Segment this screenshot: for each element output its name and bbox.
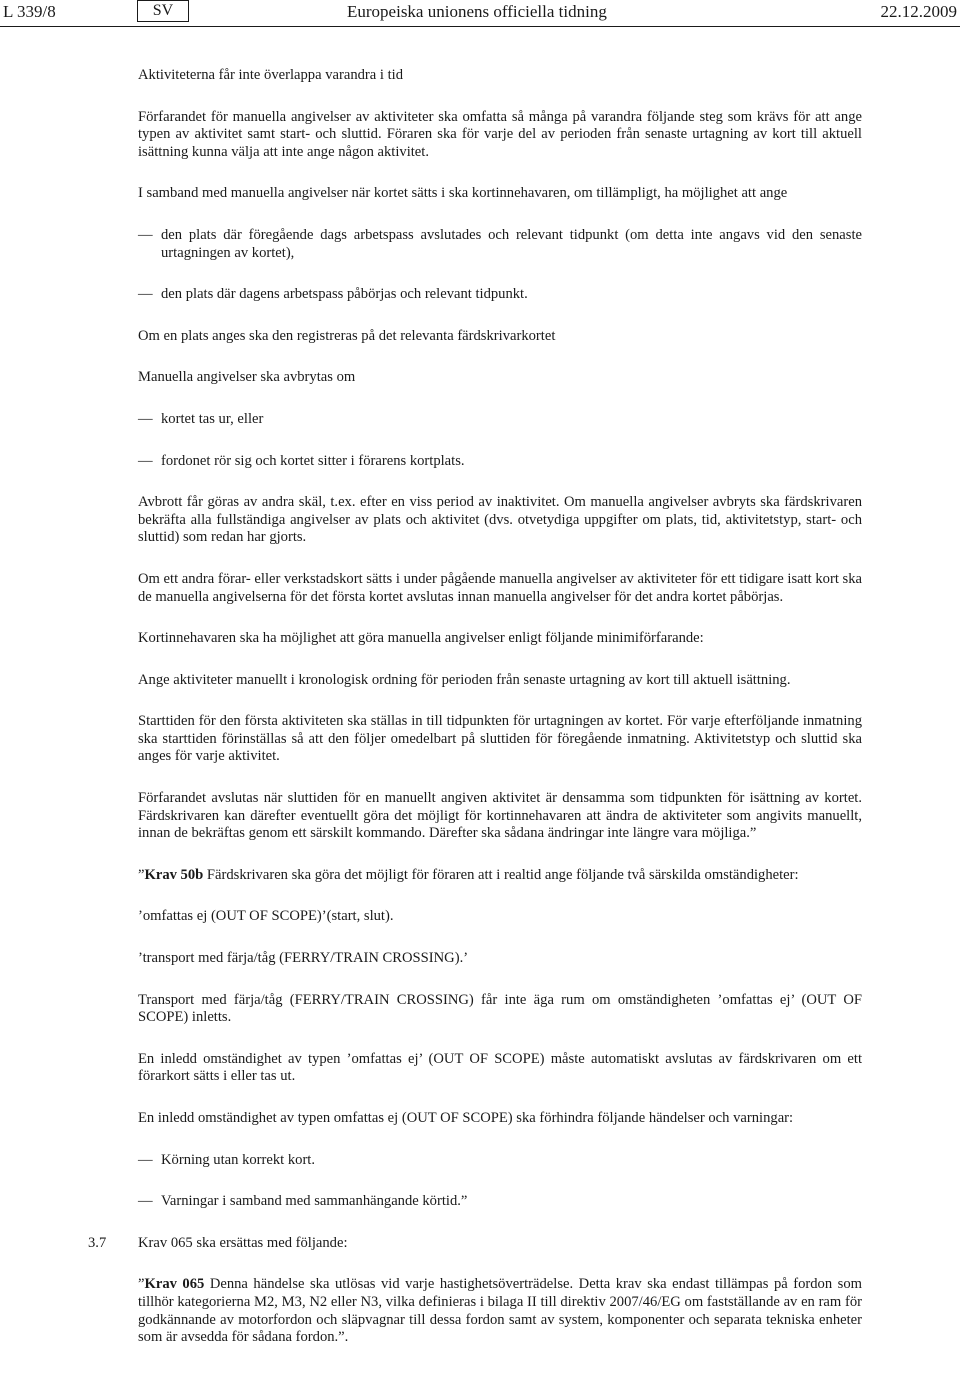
document-body [88, 67, 862, 1371]
paragraph: En inledd omständighet av typen omfattas ej (OUT OF SCOPE) ska förhindra följande händelser och varningar: [138, 1110, 794, 1126]
dash-item-text: Körning utan korrekt kort. [161, 1151, 316, 1168]
language-box: SV [137, 0, 189, 22]
paragraph: Avbrott får göras av andra skäl, t.ex. efter en viss period av inaktivitet. Om manuella angivelser avbryts ska färdskrivaren bekräfta alla fullständiga angivelser av plats och aktivitet (dvs. otvetydiga uppgifter om plats, tid, aktivitetstyp, start- och sluttid) som redan har gjorts. [138, 494, 862, 546]
dash-marker: — [138, 1193, 153, 1210]
open-quote: ” [138, 1276, 145, 1293]
paragraph: I samband med manuella angivelser när kortet sätts i ska kortinnehavaren, om tillämpligt, ha möjlighet att ange [138, 185, 788, 202]
paragraph: ’transport med färja/tåg (FERRY/TRAIN CROSSING).’ [138, 950, 469, 967]
journal-title: Europeiska unionens officiella tidning [347, 2, 607, 21]
requirement-id: Krav 50b [144, 866, 204, 883]
publication-date: 22.12.2009 [880, 2, 957, 21]
paragraph: Starttiden för den första aktiviteten ska ställas in till tidpunkten för urtagningen av kortet. För varje efterföljande inmatning ska starttiden förinställas så att den följer omedelbart på sluttiden för föregående inmatning. Aktivitetstyp och sluttid ska anges för varje aktivitet. [138, 713, 862, 765]
requirement-paragraph [138, 867, 862, 885]
requirement-id: Krav 065 [144, 1276, 205, 1293]
paragraph: Förfarandet avslutas när sluttiden för en manuellt angiven aktivitet är densamma som tidpunkten för isättning av kortet. Färdskrivaren kan därefter eventuellt göra det möjligt för kortinnehavaren att ändra de aktiviteter som angivits manuellt, innan de bekräftas genom ett särskilt kommando. Därefter ska sådana ändringar inte längre vara möjliga.” [138, 790, 862, 842]
dash-item [138, 411, 862, 429]
dash-item-text: den plats där dagens arbetspass påbörjas och relevant tidpunkt. [161, 286, 528, 303]
paragraph: Transport med färja/tåg (FERRY/TRAIN CROSSING) får inte äga rum om omständigheten ’omfattas ej’ (OUT OF SCOPE) inletts. [138, 991, 862, 1026]
dash-item-text: den plats där föregående dags arbetspass avslutades och relevant tidpunkt (om detta inte angavs vid den senaste urtagningen av kortet), [161, 226, 862, 261]
open-quote: ” [138, 866, 145, 883]
header-rule [0, 26, 960, 27]
paragraph: ’omfattas ej (OUT OF SCOPE)’(start, slut). [138, 908, 394, 925]
item-number: 3.7 [88, 1234, 107, 1251]
paragraph: Manuella angivelser ska avbrytas om [138, 369, 356, 386]
dash-item [138, 1152, 862, 1170]
dash-marker: — [138, 410, 153, 427]
dash-item [138, 453, 862, 471]
paragraph: En inledd omständighet av typen ’omfattas ej’ (OUT OF SCOPE) måste automatiskt avslutas av färdskrivaren om ett förarkort sätts i eller tas ut. [138, 1050, 862, 1085]
dash-marker: — [138, 226, 153, 243]
paragraph: Kortinnehavaren ska ha möjlighet att göra manuella angivelser enligt följande minimiförfarande: [138, 630, 704, 647]
dash-marker: — [138, 1151, 153, 1168]
numbered-item [88, 1234, 862, 1253]
page-reference: L 339/8 [3, 2, 56, 21]
paragraph: Aktiviteterna får inte överlappa varandra i tid [138, 67, 404, 83]
paragraph: Ange aktiviteter manuellt i kronologisk ordning för perioden från senaste urtagning av kort till aktuell isättning. [138, 671, 791, 688]
item-text: Krav 065 ska ersättas med följande: [138, 1234, 348, 1251]
paragraph: Förfarandet för manuella angivelser av aktiviteter ska omfatta så många på varandra följande steg som krävs för att ange typen av aktivitet samt start- och sluttid. Föraren ska för varje del av perioden från senaste urtagning av kort till aktuell isättning kunna välja att inte ange någon aktivitet. [138, 108, 862, 160]
page-header [0, 0, 960, 25]
dash-item [138, 227, 862, 262]
dash-marker: — [138, 286, 153, 303]
paragraph: Om en plats anges ska den registreras på det relevanta färdskrivarkortet [138, 327, 556, 344]
requirement-text: Denna händelse ska utlösas vid varje hastighetsöverträdelse. Detta krav ska endast tillämpas på fordon som tillhör kategorierna M2, M3, N2 eller N3, vilka definieras i bilaga II till direktiv 2007/46/EG om fastställande av en ram för godkännande av motorfordon och släpvagnar till dessa fordon samt av system, komponenter och separata tekniska enheter som är avsedda för sådana fordon.”. [138, 1276, 862, 1346]
dash-item-text: Varningar i samband med sammanhängande körtid.” [161, 1193, 468, 1210]
dash-item-text: fordonet rör sig och kortet sitter i förarens kortplats. [161, 452, 465, 469]
paragraph: Om ett andra förar- eller verkstadskort sätts i under pågående manuella angivelser av aktiviteter för ett tidigare isatt kort ska de manuella angivelserna för det första kortet avslutas innan manuella angivelser för det andra kortet påbörjas. [138, 570, 862, 605]
dash-marker: — [138, 452, 153, 469]
dash-item [138, 1193, 862, 1211]
dash-item-text: kortet tas ur, eller [161, 410, 264, 427]
dash-item [138, 286, 862, 304]
requirement-paragraph [138, 1276, 862, 1346]
requirement-text: Färdskrivaren ska göra det möjligt för föraren att i realtid ange följande två särskilda omständigheter: [203, 866, 799, 883]
